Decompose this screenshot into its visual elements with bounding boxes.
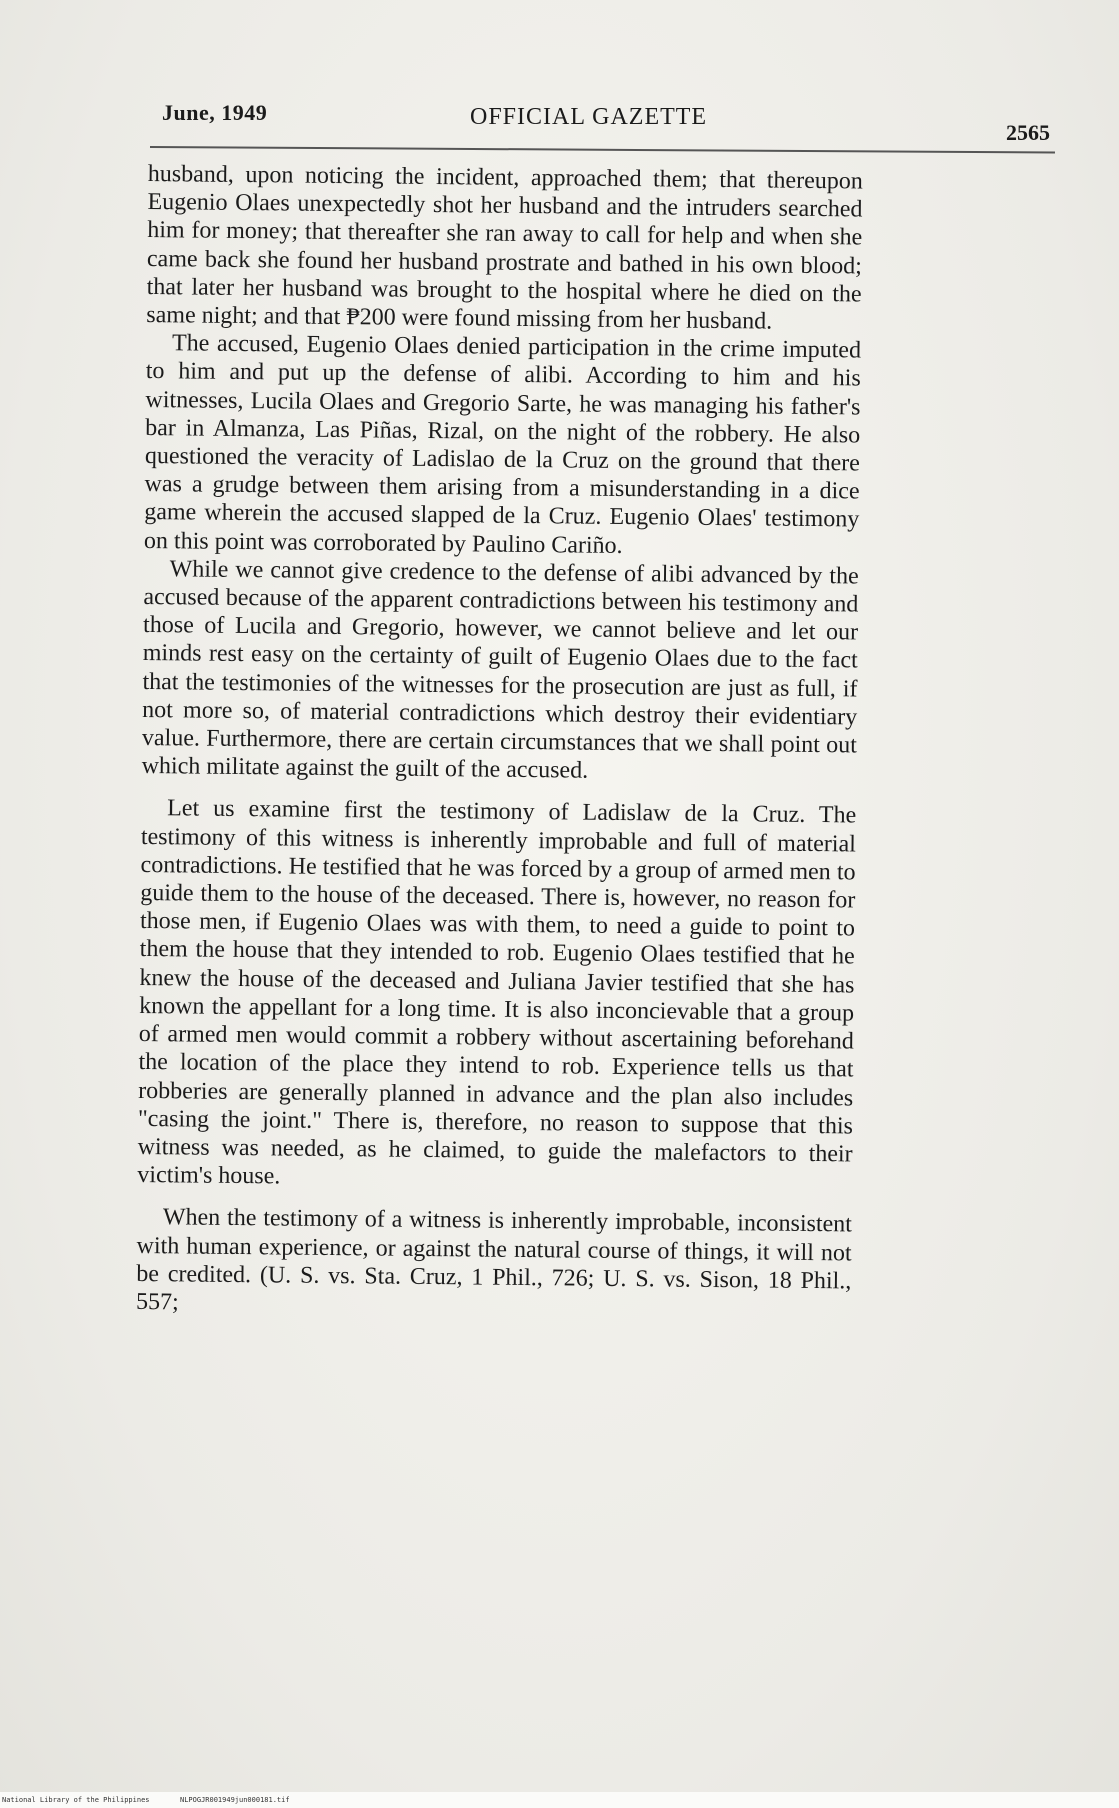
publication-title: OFFICIAL GAZETTE <box>470 104 708 130</box>
paragraph-accused-defense: The accused, Eugenio Olaes denied participation in the crime imputed to him and put up the defense of alibi. According to him and his witnesses, Lucila Olaes and Gregorio Sarte, he was managing his father's bar in Almanza, Las Piñas, Rizal, on the night of the robbery. He also questioned the veracity of Ladislao de la Cruz on the ground that there was a grudge between them arising from a misunderstanding in a dice game wherein the accused slapped de la Cruz. Eugenio Olaes' testimony on this point was corroborated by Paulino Cariño. <box>143 330 862 559</box>
paragraph-witness-examination: Let us examine first the testimony of Ladislaw de la Cruz. The testimony of this witness is inherently improbable and full of material contradictions. He testified that he was forced by a group of armed men to guide them to the house of the deceased. There is, however, no reason for those men, if Eugenio Olaes was with them, to need a guide to point to them the house that they intended to rob. Eugenio Olaes testified that he knew the house of the deceased and Juliana Javier testified that she has known the appellant for a long time. It is also inconcievable that a group of armed men would commit a robbery without ascertaining beforehand the location of the place they intend to rob. Experience tells us that robberies are generally planned in advance and the plan also includes "casing the joint." There is, therefore, no reason to suppose that this witness was needed, as he claimed, to guide the malefactors to their victim's house. <box>137 795 857 1190</box>
paragraph-legal-rule: When the testimony of a witness is inherently improbable, inconsistent with human experience, or against the natural course of things, it will not be credited. (U. S. vs. Sta. Cruz, 1 Phil., 726; U. S. vs. Sison, 18 Phil., 557; <box>135 1204 853 1316</box>
page-number: 2565 <box>1006 120 1050 145</box>
body-text <box>136 160 863 1324</box>
issue-date: June, 1949 <box>162 100 268 125</box>
footer-file-id: NLPOGJR001949jun000181.tif <box>180 1796 290 1804</box>
page-header <box>150 96 1055 145</box>
paragraph-testimony-continued: husband, upon noticing the incident, approached them; that thereupon Eugenio Olaes unexpectedly shot her husband and the intruders searched him for money; that thereafter she ran away to call for help and when she came back she found her husband prostrate and bathed in his own blood; that later her husband was brought to the hospital where he died on the same night; and that ₱200 were found missing from her husband. <box>146 160 863 335</box>
footer-source: National Library of the Philippines <box>2 1796 150 1804</box>
scan-footer <box>0 1792 1119 1808</box>
paragraph-alibi-analysis: While we cannot give credence to the defense of alibi advanced by the accused because of the apparent contradictions between his testimony and those of Lucila and Gregorio, however, we cannot believe and let our minds rest easy on the certainty of guilt of Eugenio Olaes due to the fact that the testimonies of the witnesses for the prosecution are just as full, if not more so, of material contradictions which destroy their evidentiary value. Furthermore, there are certain circumstances that we shall point out which militate against the guilt of the accused. <box>141 556 859 784</box>
